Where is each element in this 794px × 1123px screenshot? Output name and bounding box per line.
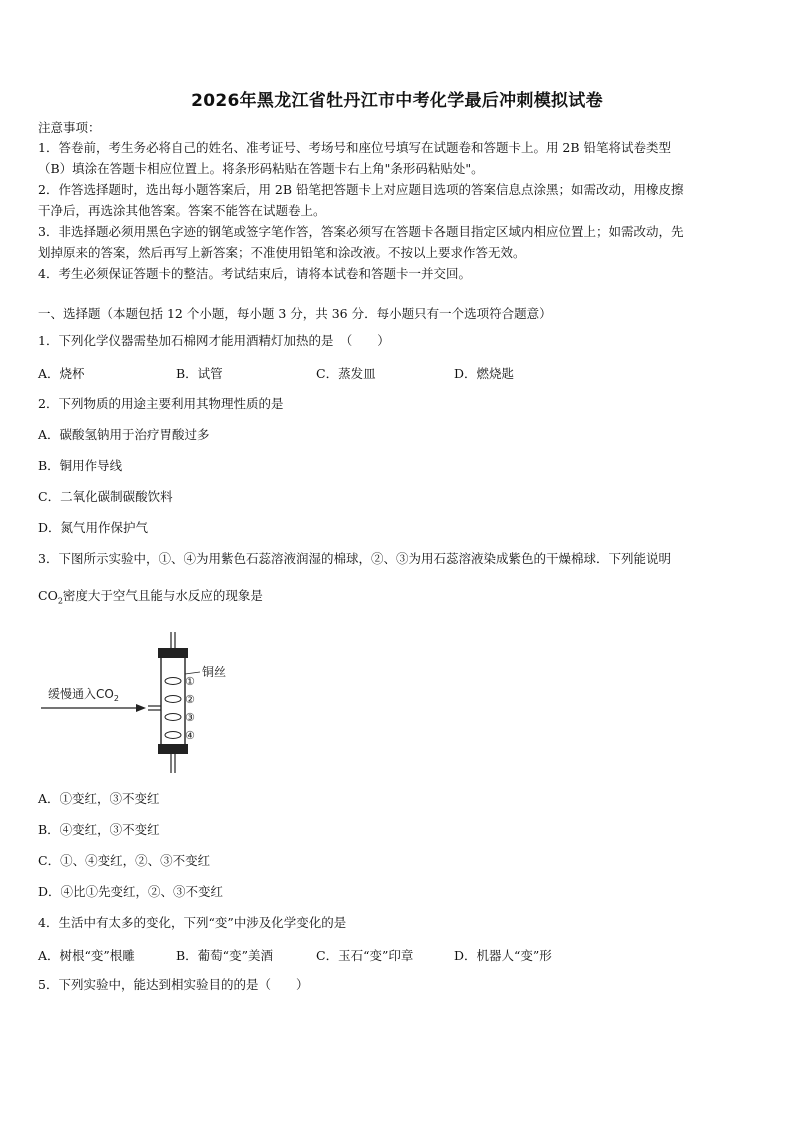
section-heading: 一、选择题（本题包括 12 个小题，每小题 3 分，共 36 分．每小题只有一个选项符合题意） — [38, 306, 552, 321]
q3-stem-line1: 3．下图所示实验中，①、④为用紫色石蕊溶液润湿的棉球，②、③为用石蕊溶液染成紫色的干燥棉球．下列能说明 — [38, 551, 671, 566]
q2-option-c: C．二氧化碳制碳酸饮料 — [38, 489, 173, 504]
notice-line-5: 3．非选择题必须用黑色字迹的钢笔或签字笔作答，答案必须写在答题卡各题目指定区域内相应位置上；如需改动，先 — [38, 224, 684, 239]
q5-stem: 5．下列实验中，能达到相实验目的的是（ ） — [38, 977, 309, 992]
q4-option-a: A．树根“变”根雕 — [38, 948, 135, 963]
ball-label-3: ③ — [185, 711, 195, 724]
wire-label-leader — [185, 672, 200, 674]
inlet-label: 缓慢通入$CO_2$ — [48, 687, 119, 703]
bottom-stopper — [158, 744, 188, 754]
copper-wire-label: 铜丝 — [202, 665, 227, 679]
gas-arrow-head — [136, 704, 146, 712]
notice-line-6: 划掉原来的答案，然后再写上新答案；不准使用铅笔和涂改液。不按以上要求作答无效。 — [38, 245, 526, 260]
q3-stem-line2 — [38, 588, 758, 610]
ball-label-1: ① — [185, 675, 195, 688]
q1-option-b: B．试管 — [176, 366, 223, 381]
notice-line-7: 4．考生必须保证答题卡的整洁。考试结束后，请将本试卷和答题卡一并交回。 — [38, 266, 471, 281]
notice-line-3: 2．作答选择题时，选出每小题答案后，用 2B 铅笔把答题卡上对应题目选项的答案信息点涂黑；如需改动，用橡皮擦 — [38, 182, 684, 197]
ball-label-4: ④ — [185, 729, 195, 742]
q4-option-b: B．葡萄“变”美酒 — [176, 948, 273, 963]
q2-option-d: D．氮气用作保护气 — [38, 520, 149, 535]
apparatus-svg — [38, 630, 258, 775]
q4-option-c: C．玉石“变”印章 — [316, 948, 414, 963]
q3-option-b: B．④变红，③不变红 — [38, 822, 160, 837]
q2-stem: 2．下列物质的用途主要利用其物理性质的是 — [38, 396, 284, 411]
q3-stem-line2-text: 密度大于空气且能与水反应的现象是 — [62, 588, 263, 603]
q2-option-a: A．碳酸氢钠用于治疗胃酸过多 — [38, 427, 210, 442]
page-title: 2026年黑龙江省牡丹江市中考化学最后冲刺模拟试卷 — [191, 91, 603, 111]
q1-stem: 1．下列化学仪器需垫加石棉网才能用酒精灯加热的是 （ ） — [38, 333, 390, 348]
q4-option-d: D．机器人“变”形 — [454, 948, 552, 963]
apparatus-diagram — [38, 630, 258, 779]
q3-option-a: A．①变红，③不变红 — [38, 791, 160, 806]
notice-line-4: 干净后，再选涂其他答案。答案不能答在试题卷上。 — [38, 203, 326, 218]
q1-option-a: A．烧杯 — [38, 366, 85, 381]
notice-line-1: 1．答卷前，考生务必将自己的姓名、准考证号、考场号和座位号填写在试题卷和答题卡上。用 2B 铅笔将试卷类型 — [38, 140, 672, 155]
q3-option-c: C．①、④变红，②、③不变红 — [38, 853, 211, 868]
q1-option-d: D．燃烧匙 — [454, 366, 515, 381]
top-stopper — [158, 648, 188, 658]
q1-option-c: C．蒸发皿 — [316, 366, 376, 381]
ball-label-2: ② — [185, 693, 195, 706]
q4-stem: 4．生活中有太多的变化，下列“变”中涉及化学变化的是 — [38, 915, 347, 930]
q2-option-b: B．铜用作导线 — [38, 458, 123, 473]
notice-heading: 注意事项： — [38, 120, 101, 135]
q3-option-d: D．④比①先变红，②、③不变红 — [38, 884, 224, 899]
notice-line-2: （B）填涂在答题卡相应位置上。将条形码粘贴在答题卡右上角"条形码粘贴处"。 — [38, 161, 484, 176]
co2-formula: $CO_2$ — [38, 588, 63, 606]
